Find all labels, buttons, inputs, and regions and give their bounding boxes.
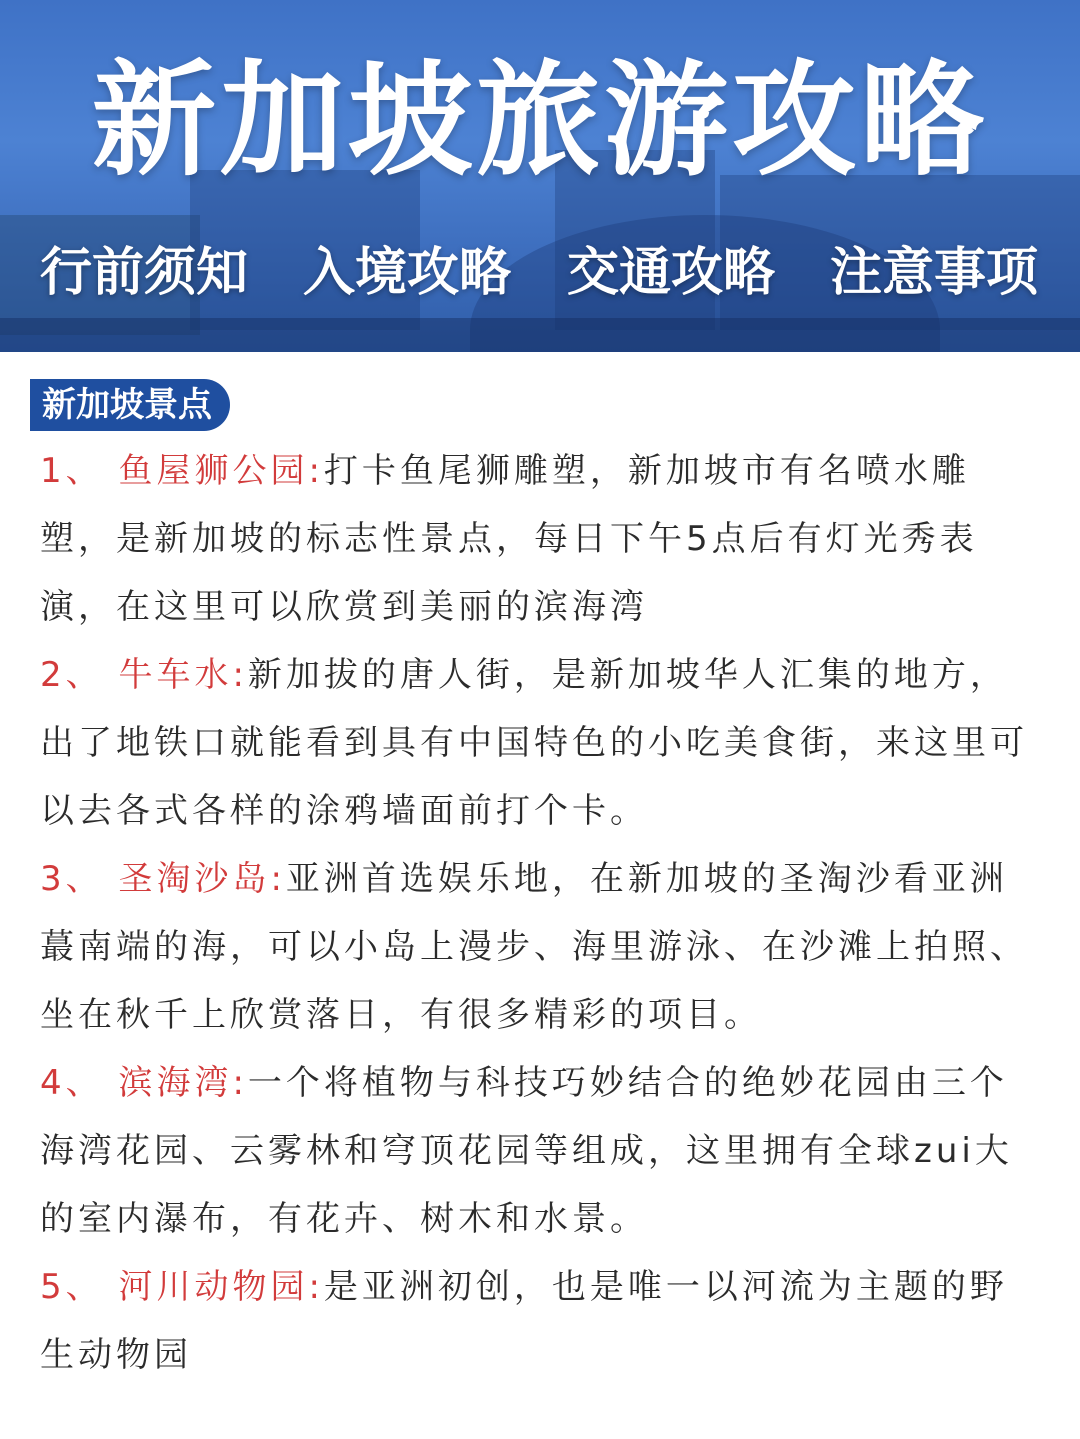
page-title: 新加坡旅游攻略 (91, 49, 988, 193)
list-item (40, 641, 1040, 845)
item-name: 滨海湾: (118, 1063, 248, 1103)
list-item (40, 437, 1040, 641)
subtitle-transport: 交通攻略 (567, 243, 776, 303)
item-name: 鱼屋狮公园: (118, 451, 324, 491)
item-number: 5、 (40, 1267, 104, 1307)
item-name: 牛车水: (118, 655, 248, 695)
subtitle-entry: 入境攻略 (303, 243, 512, 303)
subtitle-notes: 注意事项 (830, 243, 1039, 303)
item-name: 圣淘沙岛: (118, 859, 286, 899)
item-number: 4、 (40, 1063, 104, 1103)
list-item (40, 845, 1040, 1049)
waterfront (0, 318, 1080, 352)
item-text: 新加拔的唐人街，是新加坡华人汇集的地方，出了地铁口就能看到具有中国特色的小吃美食街，来这里可以去各式各样的涂鸦墙面前打个卡。 (40, 655, 1028, 831)
item-number: 3、 (40, 859, 104, 899)
attraction-list (40, 437, 1040, 1389)
item-text: 打卡鱼尾狮雕塑，新加坡市有名喷水雕塑，是新加坡的标志性景点，每日下午5点后有灯光秀表演，在这里可以欣赏到美丽的滨海湾 (40, 451, 978, 627)
section-badge: 新加坡景点 (30, 379, 230, 431)
subtitle-before-trip: 行前须知 (40, 243, 249, 303)
item-number: 1、 (40, 451, 104, 491)
item-text: 是亚洲初创，也是唯一以河流为主题的野生动物园 (40, 1267, 1008, 1375)
item-name: 河川动物园: (118, 1267, 324, 1307)
item-text: 亚洲首选娱乐地，在新加坡的圣淘沙看亚洲蕞南端的海，可以小岛上漫步、海里游泳、在沙滩上拍照、坐在秋千上欣赏落日，有很多精彩的项目。 (40, 859, 1028, 1035)
list-item (40, 1049, 1040, 1253)
list-item (40, 1253, 1040, 1389)
header-banner (0, 0, 1080, 352)
item-text: 一个将植物与科技巧妙结合的绝妙花园由三个海湾花园、云雾林和穹顶花园等组成，这里拥有全球zui大的室内瀑布，有花卉、树木和水景。 (40, 1063, 1013, 1239)
item-number: 2、 (40, 655, 104, 695)
